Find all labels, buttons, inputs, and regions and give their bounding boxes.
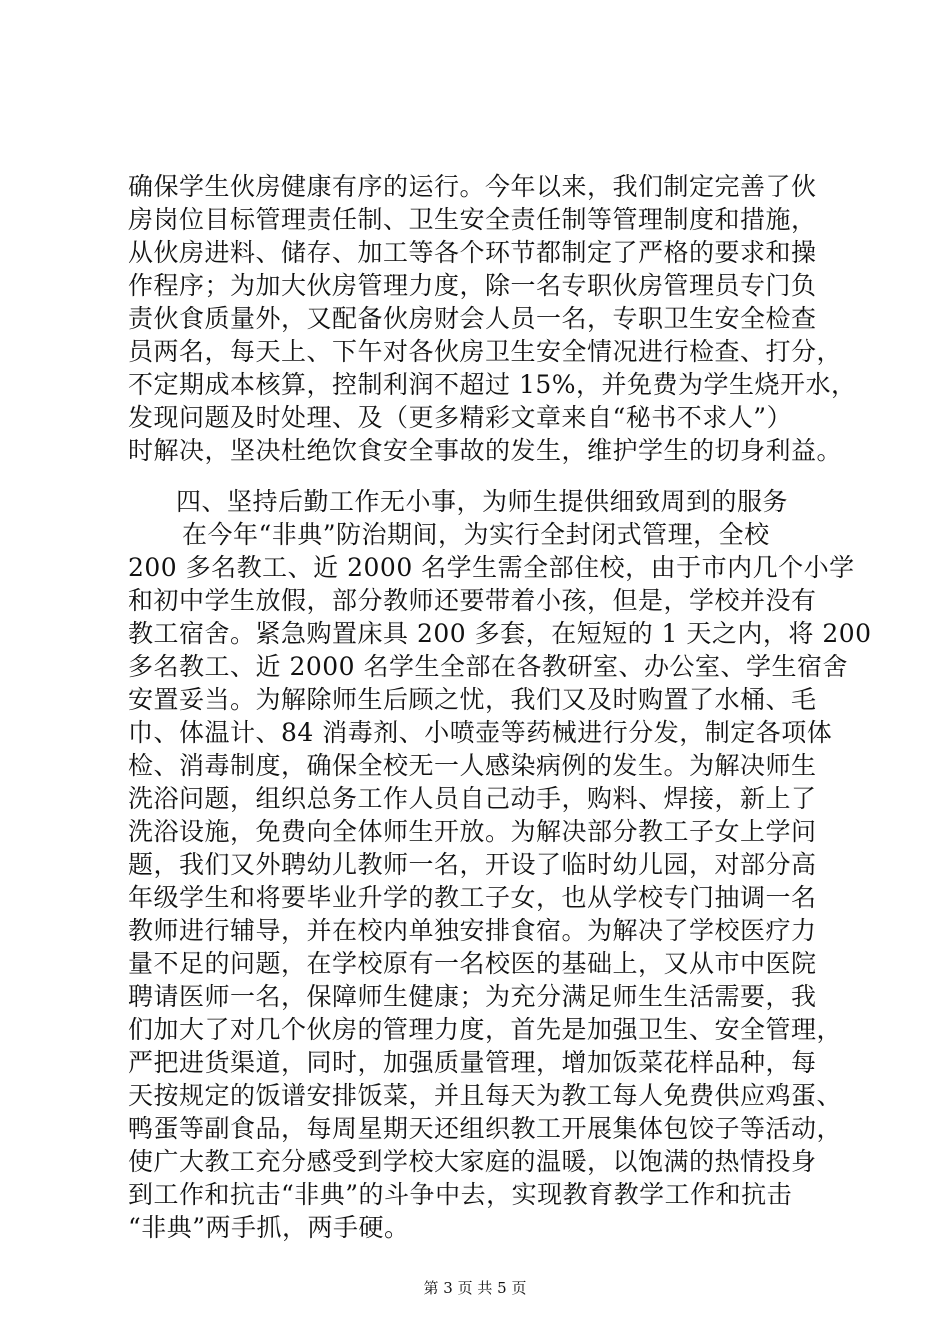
- paragraph-line: 使广大教工充分感受到学校大家庭的温暖，以饱满的热情投身: [128, 1147, 817, 1176]
- paragraph-line: 作程序；为加大伙房管理力度，除一名专职伙房管理员专门负: [128, 271, 817, 300]
- paragraph-line: 量不足的问题，在学校原有一名校医的基础上，又从市中医院: [128, 949, 817, 978]
- paragraph-line: 到工作和抗击“非典”的斗争中去，实现教育教学工作和抗击: [128, 1180, 793, 1209]
- paragraph-line: 天按规定的饭谱安排饭菜，并且每天为教工每人免费供应鸡蛋、: [128, 1081, 843, 1110]
- paragraph-line: 200 多名教工、近 2000 名学生需全部住校，由于市内几个小学: [128, 553, 855, 582]
- paragraph-line: “非典”两手抓，两手硬。: [128, 1213, 410, 1242]
- paragraph-line: 确保学生伙房健康有序的运行。今年以来，我们制定完善了伙: [128, 172, 817, 201]
- section-heading: 四、坚持后勤工作无小事，为师生提供细致周到的服务: [176, 487, 789, 516]
- paragraph-line: 在今年“非典”防治期间，为实行全封闭式管理，全校: [182, 520, 770, 549]
- paragraph-line: 巾、体温计、84 消毒剂、小喷壶等药械进行分发，制定各项体: [128, 718, 833, 747]
- paragraph-line: 洗浴问题，组织总务工作人员自己动手，购料、焊接，新上了: [128, 784, 817, 813]
- paragraph-line: 题，我们又外聘幼儿教师一名，开设了临时幼儿园，对部分高: [128, 850, 817, 879]
- paragraph-line: 发现问题及时处理、及（更多精彩文章来自“秘书不求人”）: [128, 403, 793, 432]
- paragraph-line: 房岗位目标管理责任制、卫生安全责任制等管理制度和措施，: [128, 205, 817, 234]
- paragraph-line: 检、消毒制度，确保全校无一人感染病例的发生。为解决师生: [128, 751, 817, 780]
- paragraph-line: 不定期成本核算，控制利润不超过 15%，并免费为学生烧开水，: [128, 370, 857, 399]
- paragraph-line: 责伙食质量外，又配备伙房财会人员一名，专职卫生安全检查: [128, 304, 817, 333]
- paragraph-line: 鸭蛋等副食品，每周星期天还组织教工开展集体包饺子等活动，: [128, 1114, 843, 1143]
- paragraph-line: 们加大了对几个伙房的管理力度，首先是加强卫生、安全管理，: [128, 1015, 843, 1044]
- paragraph-line: 时解决，坚决杜绝饮食安全事故的发生，维护学生的切身利益。: [128, 436, 843, 465]
- paragraph-line: 洗浴设施，免费向全体师生开放。为解决部分教工子女上学问: [128, 817, 817, 846]
- paragraph-line: 安置妥当。为解除师生后顾之忧，我们又及时购置了水桶、毛: [128, 685, 817, 714]
- paragraph-line: 员两名，每天上、下午对各伙房卫生安全情况进行检查、打分，: [128, 337, 843, 366]
- paragraph-line: 多名教工、近 2000 名学生全部在各教研室、办公室、学生宿舍: [128, 652, 849, 681]
- paragraph-line: 从伙房进料、储存、加工等各个环节都制定了严格的要求和操: [128, 238, 817, 267]
- paragraph-line: 教工宿舍。紧急购置床具 200 多套，在短短的 1 天之内，将 200: [128, 619, 872, 648]
- paragraph-line: 年级学生和将要毕业升学的教工子女，也从学校专门抽调一名: [128, 883, 817, 912]
- paragraph-line: 和初中学生放假，部分教师还要带着小孩，但是，学校并没有: [128, 586, 817, 615]
- paragraph-line: 严把进货渠道，同时，加强质量管理，增加饭菜花样品种，每: [128, 1048, 817, 1077]
- page-footer: 第 3 页 共 5 页: [423, 1279, 527, 1297]
- paragraph-line: 聘请医师一名，保障师生健康；为充分满足师生生活需要，我: [128, 982, 817, 1011]
- paragraph-line: 教师进行辅导，并在校内单独安排食宿。为解决了学校医疗力: [128, 916, 817, 945]
